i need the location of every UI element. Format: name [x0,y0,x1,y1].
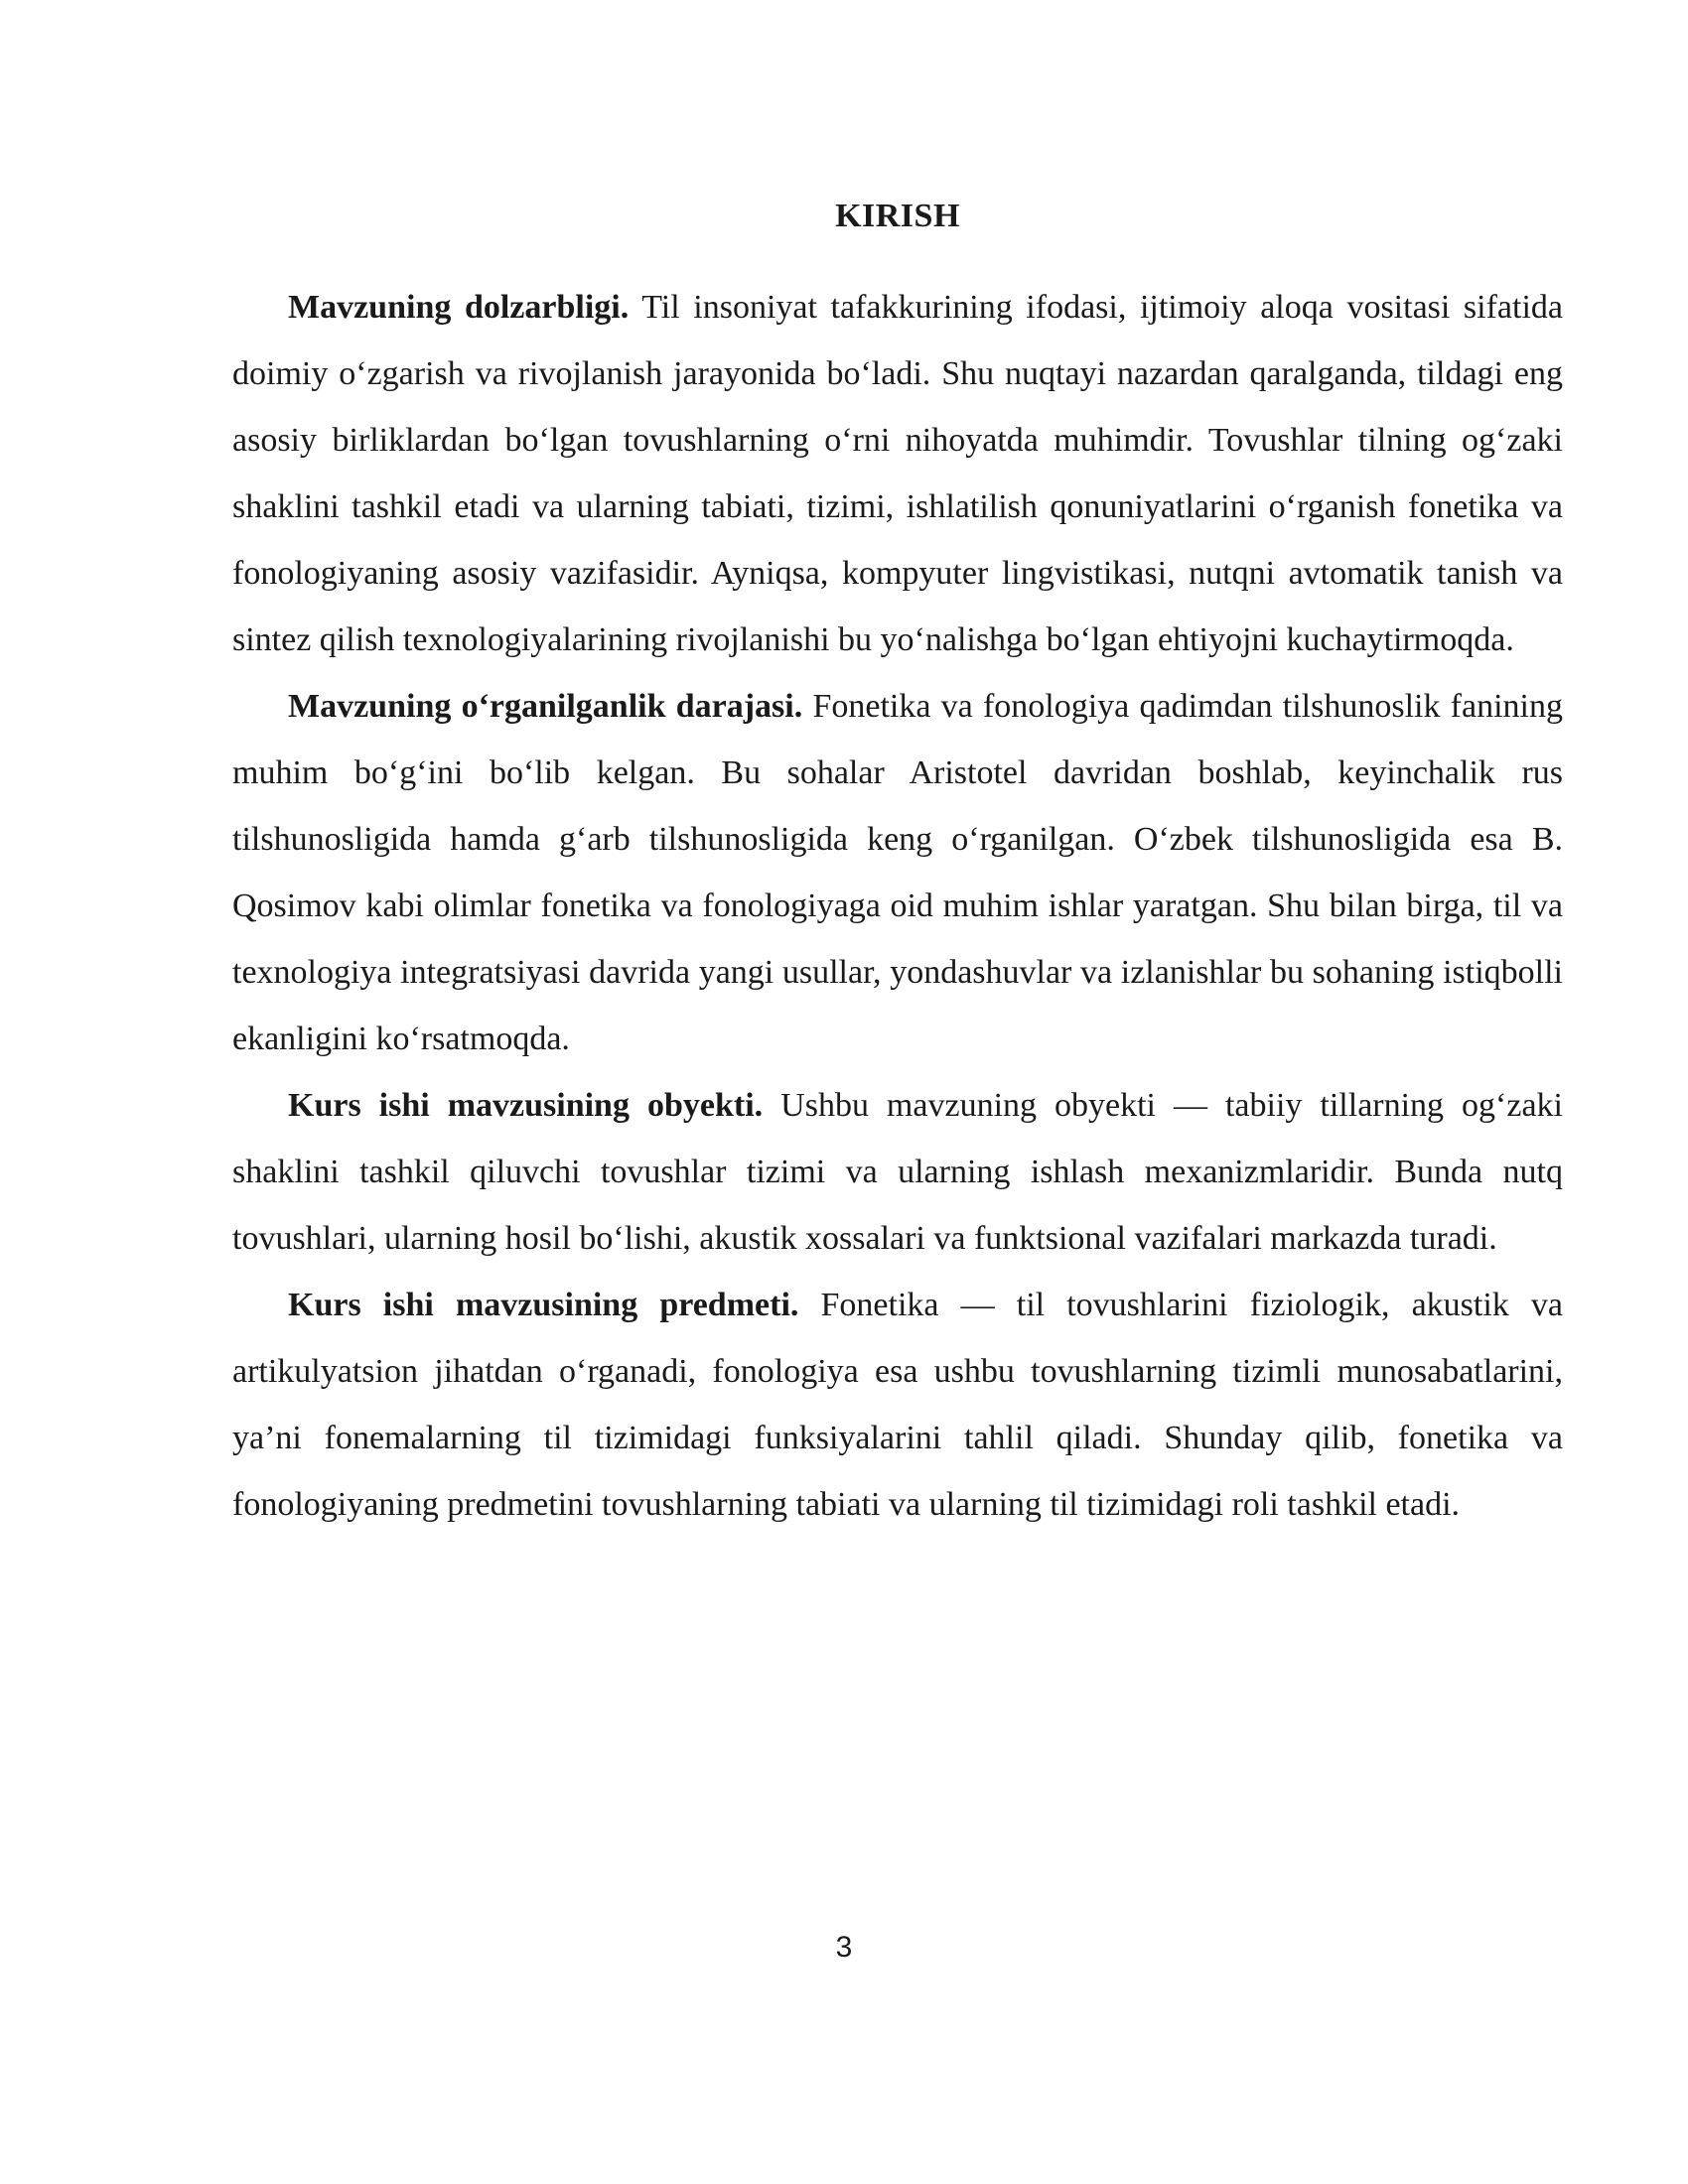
paragraph-subject [232,1272,1563,1538]
paragraph-text: Fonetika — til tovushlarini fiziologik, akustik va artikulyatsion jihatdan o‘rganadi, fonologiya esa ushbu tovushlarning tizimli munosabatlarini, ya’ni fonemalarning til tizimidagi funksiyalarini tahlil qiladi. Shunday qilib, fonetika va fonologiyaning predmetini tovushlarning tabiati va ularning til tizimidagi roli tashkil etadi. [232,1287,1563,1523]
paragraph-study-level [232,673,1563,1072]
page-title: KIRISH [835,198,960,234]
paragraph-lead: Mavzuning dolzarbligi. [288,289,630,326]
paragraph-lead: Kurs ishi mavzusining predmeti. [288,1287,799,1323]
paragraph-text: Fonetika va fonologiya qadimdan tilshunoslik fanining muhim bo‘g‘ini bo‘lib kelgan. Bu sohalar Aristotel davridan boshlab, keyinchalik rus tilshunosligida hamda g‘arb tilshunosligida keng o‘rganilgan. O‘zbek tilshunosligida esa B. Qosimov kabi olimlar fonetika va fonologiyaga oid muhim ishlar yaratgan. Shu bilan birga, til va texnologiya integratsiyasi davrida yangi usullar, yondashuvlar va izlanishlar bu sohaning istiqbolli ekanligini ko‘rsatmoqda. [232,688,1563,1057]
page-content [232,195,1563,1538]
paragraph-lead: Mavzuning o‘rganilganlik darajasi. [288,688,803,725]
page-number: 3 [835,1931,853,1964]
paragraph-relevance [232,274,1563,673]
paragraph-text: Ushbu mavzuning obyekti — tabiiy tillarning og‘zaki shaklini tashkil qiluvchi tovushlar tizimi va ularning ishlash mexanizmlaridir. Bunda nutq tovushlari, ularning hosil bo‘lishi, akustik xossalari va funktsional vazifalari markazda turadi. [232,1087,1564,1257]
paragraph-text: Til insoniyat tafakkurining ifodasi, ijtimoiy aloqa vositasi sifatida doimiy o‘zgarish va rivojlanish jarayonida bo‘ladi. Shu nuqtayi nazardan qaralganda, tildagi eng asosiy birliklardan bo‘lgan tovushlarning o‘rni nihoyatda muhimdir. Tovushlar tilning og‘zaki shaklini tashkil etadi va ularning tabiati, tizimi, ishlatilish qonuniyatlarini o‘rganish fonetika va fonologiyaning asosiy vazifasidir. Ayniqsa, kompyuter lingvistikasi, nutqni avtomatik tanish va sintez qilish texnologiyalarining rivojlanishi bu yo‘nalishga bo‘lgan ehtiyojni kuchaytirmoqda. [232,289,1564,658]
paragraph-lead: Kurs ishi mavzusining obyekti. [288,1087,764,1124]
paragraph-object [232,1072,1563,1272]
